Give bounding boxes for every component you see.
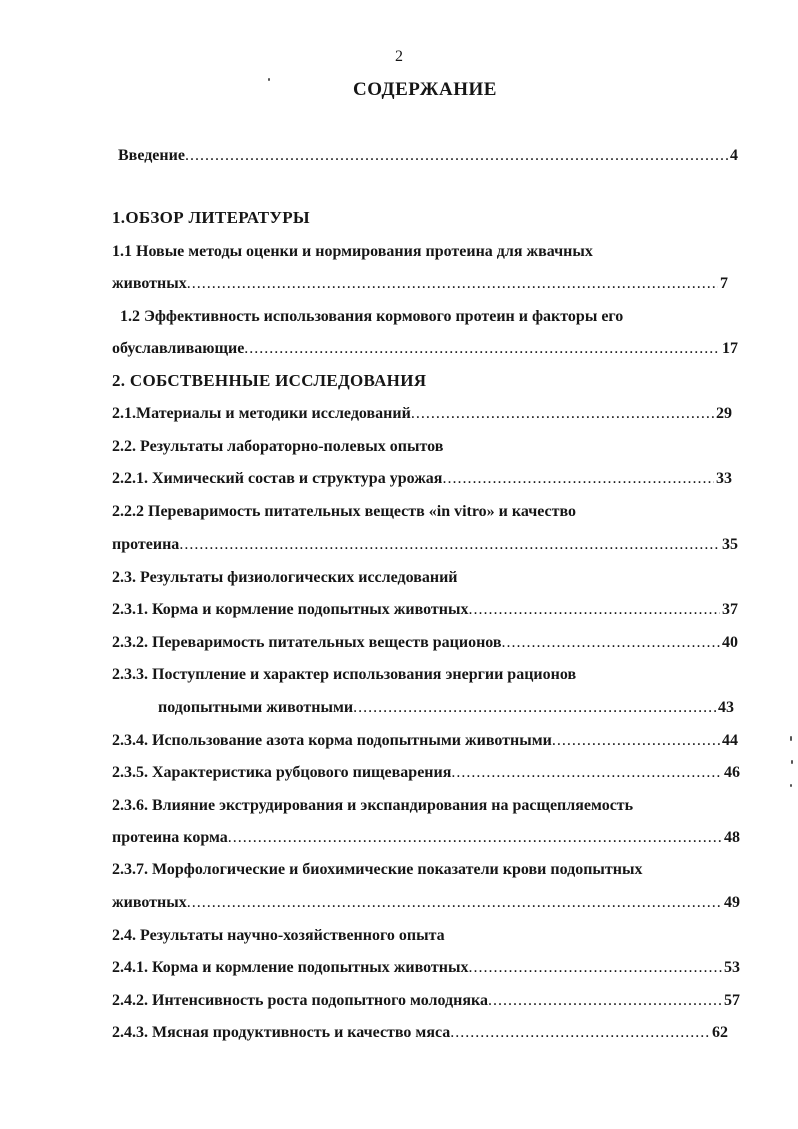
leader-dots (353, 697, 716, 719)
leader-dots (450, 1022, 710, 1044)
toc-entry-1-2-continued[interactable] (112, 338, 738, 360)
toc-entry-label: Введение (118, 147, 185, 164)
toc-entry-2-4-3[interactable] (112, 1022, 728, 1044)
toc-entry-2-3-6-continued[interactable] (112, 827, 740, 849)
toc-page-number: 53 (724, 959, 740, 976)
toc-page-number: 49 (724, 894, 740, 911)
toc-entry-2-2-2[interactable]: 2.2.2 Переваримость питательных веществ «in vitro» и качество (112, 503, 577, 520)
toc-section-literature-review[interactable]: 1.ОБЗОР ЛИТЕРАТУРЫ (112, 208, 310, 227)
leader-dots (469, 957, 723, 979)
toc-page-number: 48 (724, 829, 740, 846)
leader-dots (179, 534, 720, 556)
toc-entry-label: 2.4.1. Корма и кормление подопытных животных (112, 959, 469, 976)
toc-page-number: 35 (722, 536, 738, 553)
toc-entry-label: 2.3.1. Корма и кормление подопытных животных (112, 601, 469, 618)
scan-speck (790, 784, 792, 787)
leader-dots (228, 827, 722, 849)
leader-dots (185, 145, 728, 167)
scan-speck (790, 736, 792, 741)
toc-entry-introduction[interactable] (118, 145, 738, 167)
toc-entry-2-3-3-continued[interactable] (158, 697, 734, 719)
toc-entry-2-4-1[interactable] (112, 957, 740, 979)
toc-entry-2-1[interactable] (112, 403, 732, 425)
toc-entry-2-4[interactable]: 2.4. Результаты научно-хозяйственного опыта (112, 927, 445, 944)
toc-page-number: 46 (724, 764, 740, 781)
scan-speck (268, 78, 270, 81)
toc-entry-label: животных (112, 894, 187, 911)
leader-dots (187, 273, 718, 295)
page-number: 2 (395, 48, 403, 65)
toc-page-number: 33 (716, 470, 732, 487)
toc-entry-label: 2.4.3. Мясная продуктивность и качество мяса (112, 1024, 451, 1041)
toc-page-number: 17 (722, 340, 738, 357)
toc-entry-label: 2.3.2. Переваримость питательных веществ рационов (112, 634, 502, 651)
toc-page-number: 37 (722, 601, 738, 618)
toc-entry-2-2[interactable]: 2.2. Результаты лабораторно-полевых опытов (112, 438, 444, 455)
toc-entry-2-3-4[interactable] (112, 730, 738, 752)
toc-entry-label: 2.3.5. Характеристика рубцового пищеварения (112, 764, 452, 781)
toc-page-number: 7 (720, 275, 728, 292)
page-title: СОДЕРЖАНИЕ (353, 79, 497, 100)
toc-entry-label: 2.2.1. Химический состав и структура урожая (112, 470, 443, 487)
toc-entry-2-3-6[interactable]: 2.3.6. Влияние экструдирования и экспандирования на расщепляемость (112, 797, 634, 814)
toc-page-number: 43 (718, 699, 734, 716)
toc-entry-1-2[interactable]: 1.2 Эффективность использования кормового протеин и факторы его (120, 308, 624, 325)
toc-page-number: 57 (724, 992, 740, 1009)
toc-entry-2-3-1[interactable] (112, 599, 738, 621)
leader-dots (552, 730, 720, 752)
toc-entry-2-3-5[interactable] (112, 762, 740, 784)
leader-dots (502, 632, 720, 654)
toc-entry-label: обуславливающие (112, 340, 245, 357)
toc-page-number: 4 (730, 147, 738, 164)
toc-entry-2-2-1[interactable] (112, 468, 732, 490)
toc-entry-2-2-2-continued[interactable] (112, 534, 738, 556)
toc-entry-1-1-continued[interactable] (112, 273, 728, 295)
toc-entry-label: 2.3.4. Использование азота корма подопытными животными (112, 732, 552, 749)
toc-page-number: 44 (722, 732, 738, 749)
toc-entry-label: животных (112, 275, 187, 292)
toc-entry-2-3-7-continued[interactable] (112, 892, 740, 914)
toc-section-own-research[interactable]: 2. СОБСТВЕННЫЕ ИССЛЕДОВАНИЯ (112, 371, 427, 390)
toc-entry-label: протеина корма (112, 829, 228, 846)
toc-entry-2-3-3[interactable]: 2.3.3. Поступление и характер использования энергии рационов (112, 666, 577, 683)
leader-dots (488, 990, 722, 1012)
toc-entry-2-3[interactable]: 2.3. Результаты физиологических исследований (112, 569, 458, 586)
toc-page-number: 40 (722, 634, 738, 651)
leader-dots (451, 762, 722, 784)
leader-dots (469, 599, 721, 621)
toc-page-number: 62 (712, 1024, 728, 1041)
toc-entry-label: 2.1.Материалы и методики исследований (112, 405, 411, 422)
toc-entry-2-3-2[interactable] (112, 632, 738, 654)
leader-dots (244, 338, 720, 360)
toc-entry-2-4-2[interactable] (112, 990, 740, 1012)
leader-dots (187, 892, 722, 914)
toc-entry-label: протеина (112, 536, 180, 553)
toc-entry-2-3-7[interactable]: 2.3.7. Морфологические и биохимические показатели крови подопытных (112, 861, 643, 878)
toc-page-number: 29 (716, 405, 732, 422)
toc-entry-label: 2.4.2. Интенсивность роста подопытного молодняка (112, 992, 488, 1009)
toc-entry-1-1[interactable]: 1.1 Новые методы оценки и нормирования протеина для жвачных (112, 243, 593, 260)
leader-dots (411, 403, 714, 425)
toc-entry-label: подопытными животными (158, 699, 354, 716)
scan-speck (791, 760, 793, 764)
leader-dots (442, 468, 714, 490)
